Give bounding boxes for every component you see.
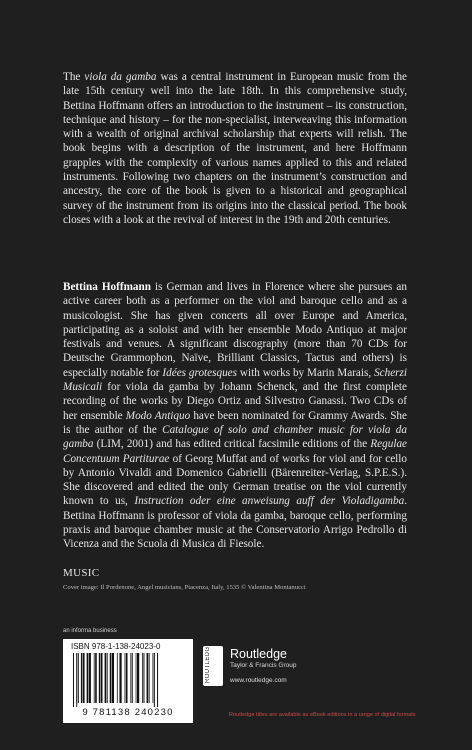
author-name: Bettina Hoffmann — [63, 281, 151, 293]
barcode-bar — [95, 653, 97, 703]
barcode-bar — [87, 653, 89, 703]
publisher-name: Routledge — [230, 647, 287, 661]
logo-text: ROUTLEDGE — [205, 642, 211, 683]
barcode-bar — [107, 653, 108, 703]
bio-italic-title: Modo Antiquo — [125, 409, 191, 422]
barcode-box — [63, 639, 193, 723]
description-paragraph — [63, 70, 407, 227]
bio-italic-title: Regulae Concentuum Partiturae — [63, 438, 407, 465]
bio-text: for viola da gamba by Johann Schenck, and the first complete recording of the works by Diego Ortiz and Silvestro Ganassi. Two CDs of her ensemble — [63, 381, 407, 422]
bio-text: have been nominated for Grammy Awards. She is the author of the — [63, 409, 407, 436]
barcode-bar — [73, 653, 74, 707]
barcode-bar — [76, 653, 77, 707]
barcode-bar — [119, 653, 121, 703]
barcode-bar — [130, 653, 131, 703]
barcode-bar — [125, 653, 126, 703]
bio-text: of Georg Muffat and of works for viol and for cello by Antonio Vivaldi and Domenico Gabrielli (Bärenreiter-Verlag, S.P.E.S.). She discovered and edited the only German treatise on the viol currently known to us, — [63, 452, 407, 508]
bio-italic-title: Instruction oder eine anweisung auff der Violadigamba — [134, 495, 405, 508]
barcode-bar — [89, 653, 91, 703]
barcode-bar — [136, 653, 137, 703]
bio-text: is German and lives in Florence where she pursues an active career both as a performer on the viol and baroque cello and as a musicologist. She has given concerts all over Europe and America, participating as a soloist and with her ensemble Modo Antiquo at major festivals and venues. A significant discography (more than 70 CDs for Deutsche Grammophon, Naïve, Brilliant Classics, Tactus and others) is especially notable for — [63, 281, 407, 379]
barcode-bar — [147, 653, 149, 703]
barcode-bar — [137, 653, 139, 703]
book-category: MUSIC — [63, 567, 100, 579]
imprint-line: an informa business — [63, 628, 117, 634]
ebook-note: Routledge titles are available as eBook editions in a range of digital formats — [229, 712, 416, 718]
barcode-bar — [83, 653, 85, 703]
barcode-bar — [143, 653, 144, 703]
barcode-bar — [126, 653, 128, 703]
barcode-bar — [110, 653, 112, 703]
bio-text: . Bettina Hoffmann is professor of viola da gamba, baroque cello, performing praxis and baroque chamber music at the Conservatorio Arrigo Pedrollo di Vicenza and the Scuola di Musica di Fiesole. — [63, 495, 407, 551]
barcode-bar — [112, 653, 114, 703]
bio-italic-title: Idées grotesques — [162, 366, 237, 379]
barcode-bar — [94, 653, 95, 703]
barcode-bar — [99, 653, 101, 703]
isbn-text: ISBN 978-1-138-24023-0 — [71, 642, 161, 651]
publisher-group: Taylor & Francis Group — [230, 662, 297, 669]
cover-credit: Cover image: Il Pordenone, Angel musicians, Piacenza, Italy, 1535 © Valentina Montanucci — [63, 584, 306, 591]
barcode-bar — [78, 653, 79, 703]
barcode-bar — [117, 653, 118, 703]
back-cover-footer — [0, 626, 472, 750]
description-text-start: The — [63, 71, 85, 83]
bio-text: (LIM, 2001) and has edited critical facsimile editions of the — [93, 438, 371, 451]
book-description — [63, 70, 407, 227]
publisher-url: www.routledge.com — [230, 677, 287, 684]
barcode-bar — [142, 653, 143, 703]
barcode-digits: 9 781138 240230 — [82, 707, 174, 718]
instrument-name: viola da gamba — [84, 71, 157, 83]
barcode-bar — [132, 653, 133, 703]
barcode-bar — [157, 653, 158, 707]
barcode-bar — [101, 653, 103, 703]
bio-text: with works by Marin Marais, — [237, 366, 375, 379]
barcode-icon — [71, 653, 185, 707]
description-text-body: was a central instrument in European music from the late 15th century well into the late 18th. In this comprehensive study, Bettina Hoffmann offers an introduction to the instrument – its construction, technique and history – for the non-specialist, interweaving this information with a wealth of original archival scholarship that experts will relish. The book begins with a description of the instrument, and here Hoffmann grapples with the complexity of various names applied to this and related instruments. Following two chapters on the instrument’s construction and ancestry, the core of the book is given to a historical and geographical survey of the instrument from its origins into the classical period. The book closes with a look at the revival of interest in the 19th and 20th centuries. — [63, 71, 408, 226]
barcode-bar — [149, 653, 150, 703]
barcode-bar — [81, 653, 83, 703]
bio-italic-title: Catalogue of solo and chamber music for viola da gamba — [63, 423, 407, 451]
bio-italic-title: Scherzi Musicali — [63, 366, 407, 394]
barcode-bar — [154, 653, 155, 707]
barcode-bar — [105, 653, 107, 703]
routledge-logo-icon — [203, 642, 223, 686]
barcode-bar — [153, 653, 154, 703]
author-bio — [63, 280, 407, 552]
bio-paragraph — [63, 280, 407, 552]
